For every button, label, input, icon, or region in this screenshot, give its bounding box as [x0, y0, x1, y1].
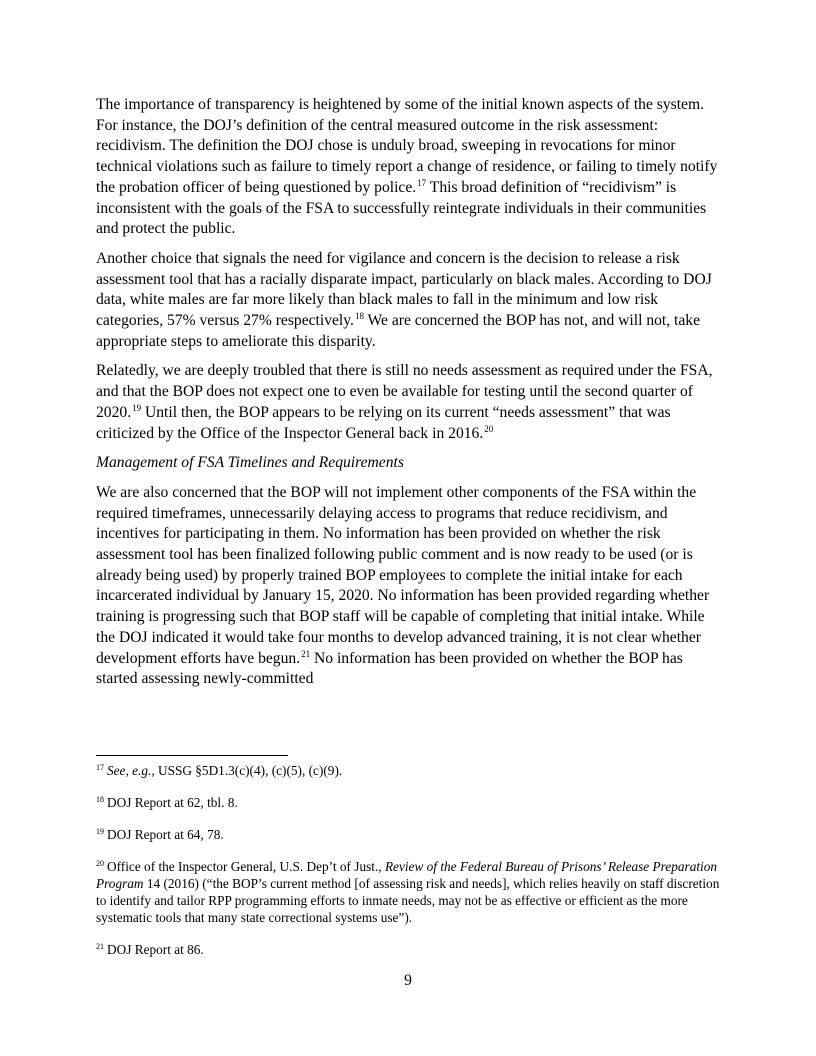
footnote-20	[96, 858, 720, 926]
text-run: Another choice that signals the need for vigilance and concern is the decision to release a risk assessment tool that has a racially disparate impact, particularly on black males. According to DOJ data, white males are far more likely than black males to fall in the minimum and low risk categories, 57% versus 27% respectively.	[96, 249, 712, 330]
footnote-18	[96, 794, 720, 811]
footnote-number: 17	[96, 763, 104, 772]
italic-text: See, e.g.	[107, 763, 152, 778]
paragraph-timelines	[96, 483, 720, 690]
text-run: This broad definition of “recidivism” is inconsistent with the goals of the FSA to successfully reintegrate individuals in their communities and protect the public.	[96, 178, 707, 238]
footnote-number: 20	[96, 859, 104, 868]
text-run: DOJ Report at 86.	[107, 942, 204, 957]
footnote-ref-19: 19	[132, 402, 142, 413]
text-run: Relatedly, we are deeply troubled that there is still no needs assessment as required under the FSA, and that the BOP does not expect one to even be available for testing until the second quarter of 2020.	[96, 362, 713, 421]
text-run: , USSG §5D1.3(c)(4), (c)(5), (c)(9).	[151, 763, 343, 778]
text-run: 14 (2016) (“the BOP’s current method [of assessing risk and needs], which relies heavily on staff discretion to identify and tailor RPP programming efforts to inmate needs, may not be as effective or efficient as the more systematic tools that many state correctional systems use”).	[96, 876, 720, 925]
footnote-19	[96, 826, 720, 843]
text-run: DOJ Report at 62, tbl. 8.	[107, 795, 238, 810]
footnote-divider	[96, 755, 288, 756]
paragraph-needs-assessment	[96, 361, 720, 444]
footnote-number: 19	[96, 827, 104, 836]
text-run: We are concerned the BOP has not, and will not, take appropriate steps to ameliorate this disparity.	[96, 312, 701, 350]
footnote-number: 21	[96, 942, 104, 951]
text-run: The importance of transparency is heightened by some of the initial known aspects of the system. For instance, the DOJ’s definition of the central measured outcome in the risk assessment: recidivism. The definition the DOJ chose is unduly broad, sweeping in revocations for minor technical violations such as failure to timely report a change of residence, or failing to timely notify the probation officer of being questioned by police.	[96, 96, 718, 196]
paragraph-racial-disparity	[96, 249, 720, 353]
footnote-ref-21: 21	[301, 648, 311, 659]
text-run: No information has been provided on whether the BOP has started assessing newly-committed	[96, 649, 683, 688]
body-text	[96, 95, 720, 699]
page-number: 9	[404, 972, 412, 989]
footnote-21	[96, 941, 720, 958]
footnote-ref-20: 20	[484, 423, 494, 434]
footnote-17	[96, 762, 720, 779]
section-heading: Management of FSA Timelines and Requirements	[96, 454, 404, 472]
text-run: DOJ Report at 64, 78.	[107, 827, 224, 842]
footnote-ref-18: 18	[354, 311, 364, 322]
footnote-number: 18	[96, 795, 104, 804]
text-run: Office of the Inspector General, U.S. Dep’t of Just.,	[107, 859, 385, 874]
paragraph-transparency	[96, 95, 720, 240]
text-run: Until then, the BOP appears to be relying on its current “needs assessment” that was criticized by the Office of the Inspector General back in 2016.	[96, 403, 671, 442]
footnote-ref-17: 17	[417, 177, 427, 188]
text-run: We are also concerned that the BOP will not implement other components of the FSA within the required timeframes, unnecessarily delaying access to programs that reduce recidivism, and incentives for participating in them. No information has been provided on whether the risk assessment tool has been finalized following public comment and is now ready to be used (or is already being used) by properly trained BOP employees to complete the initial intake for each incarcerated individual by January 15, 2020. No information has been provided regarding whether training is progressing such that BOP staff will be capable of completing that initial intake. While the DOJ indicated it would take four months to develop advanced training, it is not clear whether development efforts have begun.	[96, 483, 710, 667]
footnotes	[96, 762, 720, 973]
italic-text: Review of the Federal Bureau of Prisons’ Release Preparation Program	[96, 859, 718, 891]
